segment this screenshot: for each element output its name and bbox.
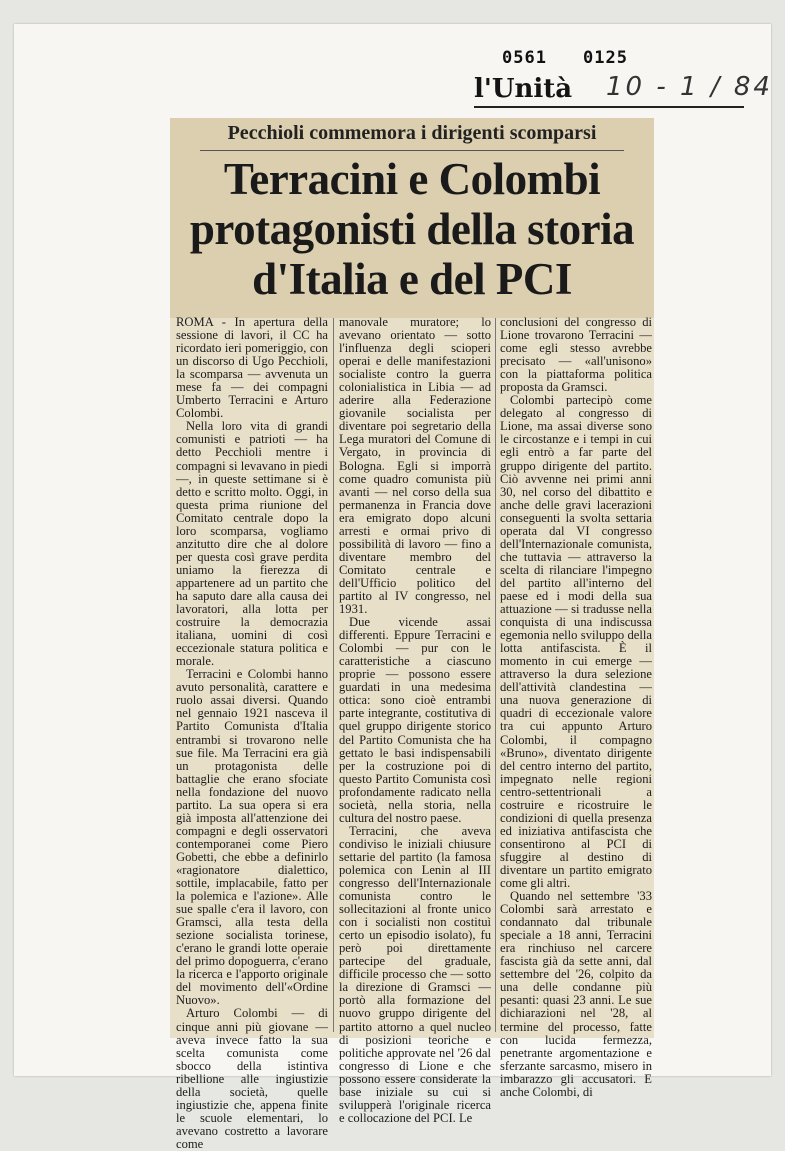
column-divider	[333, 318, 334, 1032]
paragraph: Quando nel settembre '33 Colombi sarà arrestato e condannato dal tribunale speciale a 18 anni, Terracini era rinchiuso nel carcere fascista già da sette anni, dal settembre del '26, colpito da una delle condanne più pesanti: quasi 23 anni. Le sue dichiarazioni nel '28, al termine del processo, fatte con lucida fermezza, penetrante argomentazione e sferzante sarcasmo, misero in imbarazzo gli accusatori. E anche Colombi, di	[500, 889, 652, 1099]
article-column-3	[500, 315, 652, 1099]
headline-line-3: d'Italia e del PCI	[252, 254, 572, 304]
headline-line-1: Terracini e Colombi	[223, 154, 601, 204]
archive-stamp-number-b: 0125	[583, 48, 628, 68]
article-column-2	[339, 315, 491, 1125]
article-kicker: Pecchioli commemora i dirigenti scomparsi	[227, 122, 597, 144]
paragraph: Arturo Colombi — di cinque anni più giovane — aveva invece fatto la sua scelta comunista come sbocco della istintiva ribellione alle ingiustizie della società, quelle ingiustizie che, appena finite le scuole elementari, lo avevano costretto a lavorare come	[176, 1006, 328, 1151]
article-headline	[170, 154, 654, 304]
paragraph: Terracini e Colombi hanno avuto personalità, carattere e ruolo assai diversi. Quando nel gennaio 1921 nasceva il Partito Comunista d'Italia entrambi si trovarono nelle sue file. Ma Terracini era già un protagonista delle battaglie che erano sfociate nella fondazione del nuovo partito. La sua opera si era già imposta all'attenzione dei compagni e degli osservatori contemporanei come Piero Gobetti, che ebbe a definirlo «ragionatore dialettico, sottile, implacabile, fatto per la polemica e l'azione». Alle sue spalle c'era il lavoro, con Gramsci, alla testa della sezione socialista torinese, c'erano le grandi lotte operaie del primo dopoguerra, c'erano la ricerca e l'apporto originale del movimento dell'«Ordine Nuovo».	[176, 667, 328, 1008]
article-column-1	[176, 315, 328, 1151]
paragraph: ROMA - In apertura della sessione di lavori, il CC ha ricordato ieri pomeriggio, con un discorso di Ugo Pecchioli, la scomparsa — avvenuta un mese fa — dei compagni Umberto Terracini e Arturo Colombi.	[176, 315, 328, 421]
newspaper-masthead: l'Unità	[474, 74, 573, 104]
handwritten-date: 10 - 1 / 84	[606, 72, 773, 102]
paragraph: manovale muratore; lo avevano orientato — sotto l'influenza degli scioperi operai e delle manifestazioni socialiste contro la guerra colonialistica in Libia — ad aderire alla Federazione giovanile socialista per diventare poi segretario della Lega muratori del Comune di Vergato, in provincia di Bologna. Egli si imporrà come quadro comunista più avanti — nel corso della sua permanenza in Francia dove era emigrato dopo alcuni arresti e ormai privo di possibilità di lavoro — fino a diventare membro del Comitato centrale e dell'Ufficio politico del partito al IV congresso, nel 1931.	[339, 315, 491, 617]
paragraph: Terracini, che aveva condiviso le iniziali chiusure settarie del partito (la famosa polemica con Lenin al III congresso dell'Internazionale comunista contro le sollecitazioni al fronte unico con i socialisti non costituì certo un episodio isolato), fu però poi direttamente partecipe del graduale, difficile processo che — sotto la direzione di Gramsci — portò alla formazione del nuovo gruppo dirigente del partito attorno a quel nucleo di posizioni teoriche e politiche approvate nel '26 dal congresso di Lione e che possono essere considerate la base iniziale su cui si svilupperà l'originale ricerca e collocazione del PCI. Le	[339, 823, 491, 1125]
kicker-rule	[200, 150, 624, 151]
headline-line-2: protagonisti della storia	[189, 204, 635, 254]
column-divider	[495, 318, 496, 1032]
masthead-underline	[474, 106, 744, 108]
paragraph: Due vicende assai differenti. Eppure Terracini e Colombi — pur con le caratteristiche a ciascuno proprie — possono essere guardati in una medesima ottica: sono cioè entrambi parte integrante, costitutiva di quel gruppo dirigente storico del Partito Comunista che ha gettato le basi indispensabili per la costruzione poi di questo Partito Comunista così profondamente radicato nella società, nella storia, nella cultura del nostro paese.	[339, 615, 491, 825]
paragraph: Colombi partecipò come delegato al congresso di Lione, ma assai diverse sono le circostanze e i tempi in cui egli entrò a far parte del gruppo dirigente del partito. Ciò avvenne nei primi anni 30, nel corso del dibattito e anche delle gravi lacerazioni conseguenti la svolta settaria operata dal VI congresso dell'Internazionale comunista, che tuttavia — attraverso la scelta di rilanciare l'impegno del partito all'interno del paese ed i modi della sua attuazione — si tradusse nella conquista di una indiscussa egemonia nello sviluppo della lotta antifascista. È il momento in cui emerge — attraverso la dura selezione dell'attività clandestina — una nuova generazione di quadri di eccezionale valore tra cui appunto Arturo Colombi, il compagno «Bruno», diventato dirigente del centro interno del partito, impegnato nelle regioni centro-settentrionali a costruire e ricostruire le condizioni di quella presenza ed iniziativa antifascista che consentirono al PCI di sfuggire al destino di diventare un partito emigrato come gli altri.	[500, 393, 652, 891]
paragraph: conclusioni del congresso di Lione trovarono Terracini — come egli stesso avrebbe precisato — «all'unisono» con la piattaforma politica proposta da Gramsci.	[500, 315, 652, 395]
paragraph: Nella loro vita di grandi comunisti e patrioti — ha detto Pecchioli mentre i compagni si levavano in piedi —, in queste settimane si è detto e scritto molto. Oggi, in questa prima riunione del Comitato centrale dopo la loro scomparsa, vogliamo anzitutto dire che al dolore per questa così grave perdita uniamo la fierezza di appartenere ad un partito che ha saputo dare alla causa dei lavoratori, alla lotta per costruire la democrazia italiana, uomini di così eccezionale statura politica e morale.	[176, 419, 328, 669]
archive-stamp-number-a: 0561	[502, 48, 547, 68]
